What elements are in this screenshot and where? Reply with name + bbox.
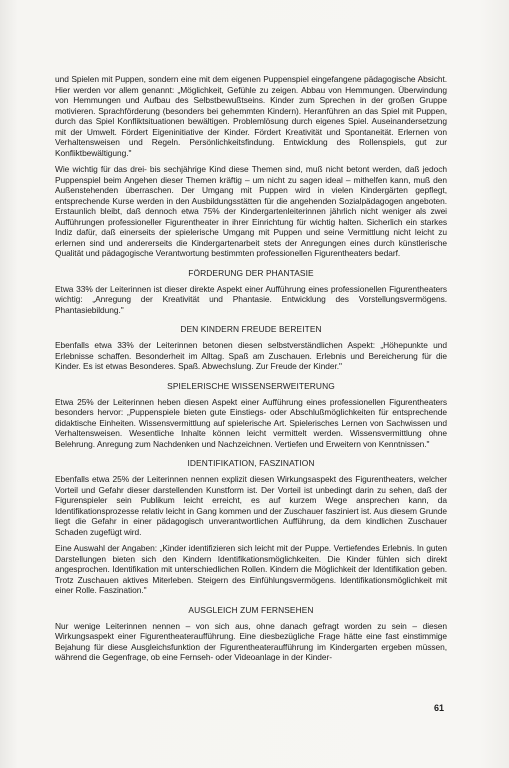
heading-ausgleich-fernsehen: AUSGLEICH ZUM FERNSEHEN	[188, 604, 314, 615]
paragraph-phantasie: Etwa 33% der Leiterinnen ist dieser direkte Aspekt einer Aufführung eines professionellen Figurentheaters wichtig: „Anregung der Kreativität und Phantasie. Entwicklung des Vorstellungsvermögens. Phantasiebildung."	[55, 283, 447, 315]
heading-foerderung-phantasie: FÖRDERUNG DER PHANTASIE	[188, 267, 314, 278]
paragraph-fernsehen: Nur wenige Leiterinnen nennen – von sich aus, ohne danach gefragt worden zu sein – diesen Wirkungsaspekt einer Figurentheateraufführung. Eine diesbezügliche Frage hätte eine fast einstimmige Bejahung für diese Ausgleichsfunktion der Figurentheateraufführung im Kindergarten ergeben müssen, während die Gegenfrage, ob eine Fernseh- oder Videoanlage in der Kinder-	[55, 620, 447, 662]
heading-freude-bereiten: DEN KINDERN FREUDE BEREITEN	[180, 324, 322, 334]
paragraph-wissenserweiterung: Etwa 25% der Leiterinnen heben diesen Aspekt einer Aufführung eines professionellen Figurentheaters besonders hervor: „Puppenspiele bieten gute Einstiegs- oder Abschlußmöglichkeiten für entsprechende didaktische Einheiten. Wissensvermittlung auf spielerische Art. Spielerisches Lernen von Sachwissen und Verhaltensweisen. Wesentliche Inhalte können leicht vermittelt werden. Wissensvermittlung ohne Belehrung. Anregung zum Nachdenken und Nachzeichnen. Vertiefen und Erweitern von Kenntnissen."	[55, 396, 447, 449]
paragraph-auswahl-angaben: Eine Auswahl der Angaben: „Kinder identifizieren sich leicht mit der Puppe. Vertiefendes Erlebnis. In guten Darstellungen bieten sich den Kindern Identifikationsmöglichkeiten. Die Kinder fühlen sich direkt angesprochen. Identifikation mit unterschiedlichen Rollen. Kindern die Möglichkeit der Identifikation geben. Trotz Zuschauen aktives Miterleben. Steigern des Einfühlungsvermögens. Identifikationsmöglichkeit mit einer Rolle. Faszination."	[55, 543, 447, 595]
paragraph-freude: Ebenfalls etwa 33% der Leiterinnen betonen diesen selbstverständlichen Aspekt: „Höhepunkte und Erlebnisse schaffen. Besonderheit im Alltag. Spaß am Zuschauen. Erlebnis und Bereicherung für die Kinder. Es ist etwas Besonderes. Spaß. Abwechslung. Zur Freude der Kinder."	[55, 340, 447, 371]
page-body	[55, 74, 447, 669]
heading-wissenserweiterung: SPIELERISCHE WISSENSERWEITERUNG	[167, 380, 335, 391]
page-number: 61	[434, 703, 445, 713]
paragraph-puppenspiel-importance: Wie wichtig für das drei- bis sechjährige Kind diese Themen sind, muß nicht betont werden, daß jedoch Puppenspiel beim Angehen dieser Themen kräftig – um nicht zu sagen ideal – mithelfen kann, muß den Außenstehenden überraschen. Der Umgang mit Puppen wird in vielen Kindergärten gepflegt, entsprechende Kurse werden in den Ausbildungsstätten für die angehenden Sozialpädagogen angeboten. Erstaunlich bleibt, daß dennoch etwa 75% der Kindergartenleiterinnen jährlich nicht weniger als zwei Aufführungen professioneller Figurentheater in ihrer Einrichtung für wichtig halten. Sicherlich ein starkes Indiz dafür, daß einerseits der spielerische Umgang mit Puppen und seine Vermittlung nicht leicht zu erlernen sind und andererseits die Kindergartenarbeit stets der Anregungen eines durch künstlerische Qualität und pädagogische Verantwortung bestimmten professionellen Figurentheaters bedarf.	[55, 164, 447, 258]
paragraph-intro-continuation: und Spielen mit Puppen, sondern eine mit dem eigenen Puppenspiel eingefangene pädagogische Absicht. Hier werden vor allem genannt: „Möglichkeit, Gefühle zu zeigen. Abbau von Hemmungen. Überwindung von Hemmungen und Aufbau des Selbstbewußtseins. Kinder zum Sprechen in der großen Gruppe motivieren. Sprachförderung (besonders bei gehemmten Kindern). Heranführen an das Spiel mit Puppen, durch das Spiel Konfliktsituationen bewältigen. Problemlösung durch eigenes Spiel. Auseinandersetzung mit der Umwelt. Fördert Eigeninitiative der Kinder. Fördert Kreativität und Spontaneität. Erlernen von Verhaltensweisen und Regeln. Persönlichkeitsfindung. Entwicklung des Rollenspiels, gut zur Konfliktbewältigung."	[55, 74, 447, 158]
paragraph-identifikation: Ebenfalls etwa 25% der Leiterinnen nennen explizit diesen Wirkungsaspekt des Figurentheaters, welcher Vorteil und Gefahr dieser darstellenden Kunstform ist. Der Vorteil ist unbedingt darin zu sehen, daß der Figurenspieler sein Publikum leicht erreicht, es auf kurzem Wege ansprechen kann, da Identifikationsprozesse relativ leicht in Gang kommen und der Zuschauer fasziniert ist. Aus diesem Grunde liegt die Gefahr in einer pädagogisch unverantwortlichen Aufführung, da dem kindlichen Zuschauer Schaden zugefügt wird.	[55, 474, 447, 537]
heading-identifikation: IDENTIFIKATION, FASZINATION	[187, 458, 315, 468]
